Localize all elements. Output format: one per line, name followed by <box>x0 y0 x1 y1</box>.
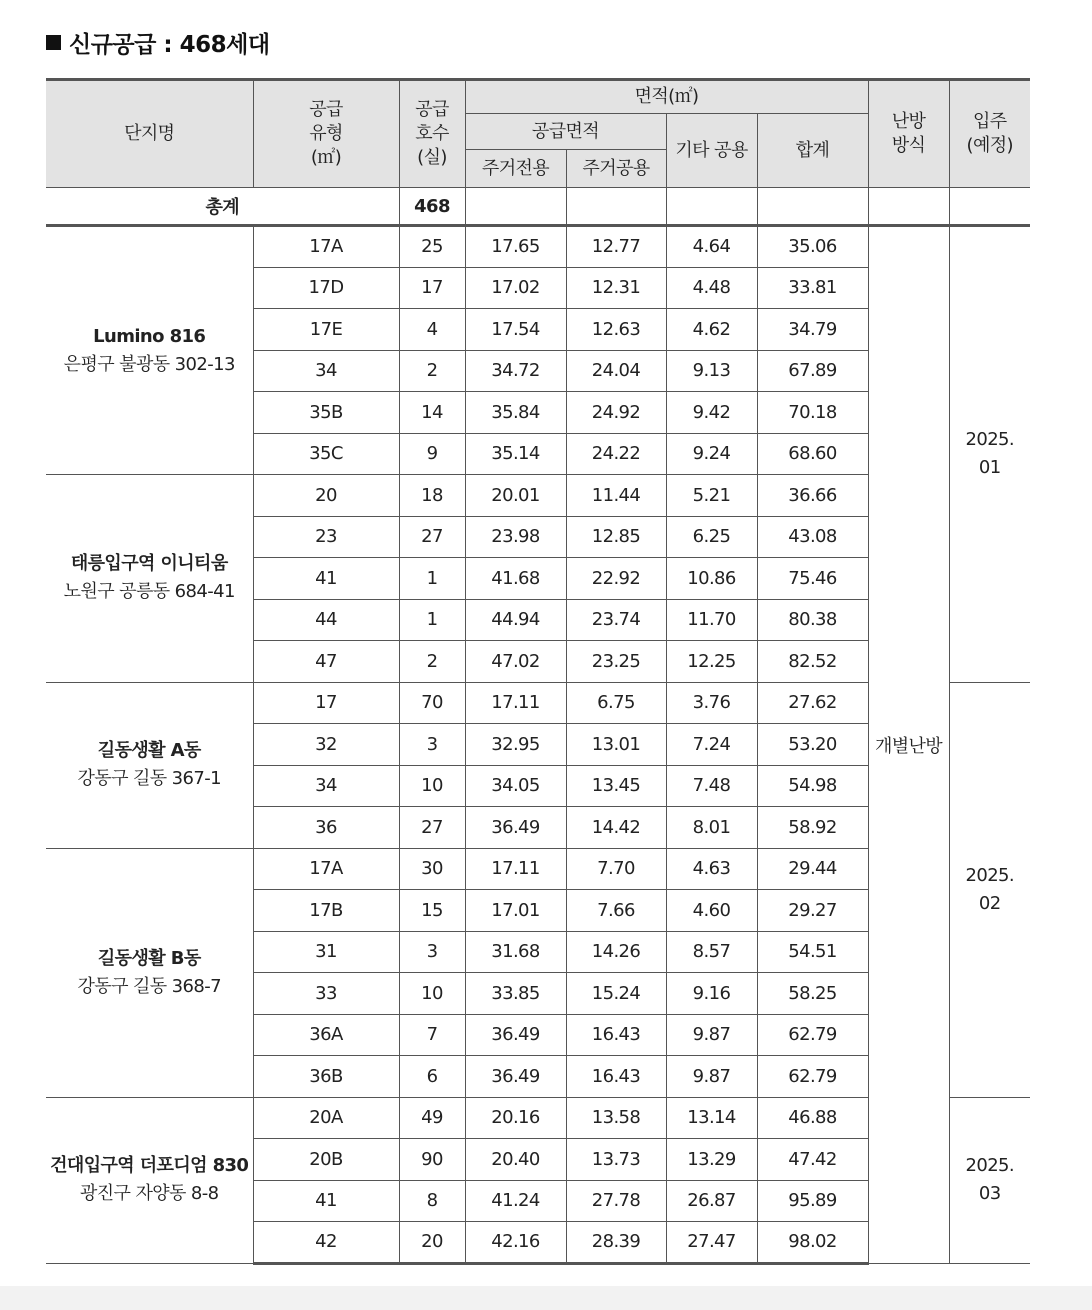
complex-cell <box>46 848 253 1097</box>
exclusive-area-cell: 47.02 <box>465 641 566 683</box>
common-area-cell: 7.66 <box>566 890 666 932</box>
units-cell: 6 <box>399 1056 465 1098</box>
units-cell: 17 <box>399 267 465 309</box>
supply-type-cell: 17D <box>253 267 399 309</box>
units-cell: 49 <box>399 1097 465 1139</box>
units-cell: 10 <box>399 973 465 1015</box>
exclusive-area-cell: 36.49 <box>465 807 566 849</box>
common-area-cell: 24.92 <box>566 392 666 434</box>
units-cell: 1 <box>399 558 465 600</box>
units-cell: 1 <box>399 599 465 641</box>
other-common-cell: 4.63 <box>666 848 757 890</box>
complex-name: 태릉입구역 이니티움 <box>70 553 228 575</box>
units-cell: 14 <box>399 392 465 434</box>
supply-table <box>46 78 1030 1265</box>
exclusive-area-cell: 35.14 <box>465 433 566 475</box>
move-in-month: 01 <box>978 457 1001 479</box>
square-bullet-icon <box>46 35 61 50</box>
move-in-cell <box>949 226 1030 683</box>
exclusive-area-cell: 34.72 <box>465 350 566 392</box>
common-area-cell: 13.01 <box>566 724 666 766</box>
header-complex: 단지명 <box>46 80 253 188</box>
move-in-month: 03 <box>978 1183 1001 1204</box>
units-cell: 18 <box>399 475 465 517</box>
other-common-cell: 6.25 <box>666 516 757 558</box>
exclusive-area-cell: 44.94 <box>465 599 566 641</box>
common-area-cell: 13.73 <box>566 1139 666 1181</box>
sum-cell: 58.92 <box>757 807 868 849</box>
sum-cell: 54.51 <box>757 931 868 973</box>
units-cell: 2 <box>399 350 465 392</box>
other-common-cell: 4.62 <box>666 309 757 351</box>
move-in-year: 2025. <box>965 1155 1015 1176</box>
exclusive-area-cell: 31.68 <box>465 931 566 973</box>
common-area-cell: 7.70 <box>566 848 666 890</box>
sum-cell: 62.79 <box>757 1056 868 1098</box>
sum-cell: 62.79 <box>757 1014 868 1056</box>
other-common-cell: 8.01 <box>666 807 757 849</box>
bottom-band <box>0 1286 1092 1310</box>
units-cell: 2 <box>399 641 465 683</box>
units-cell: 20 <box>399 1222 465 1264</box>
sum-cell: 58.25 <box>757 973 868 1015</box>
exclusive-area-cell: 42.16 <box>465 1222 566 1264</box>
sum-cell: 29.27 <box>757 890 868 932</box>
other-common-cell: 7.24 <box>666 724 757 766</box>
units-cell: 9 <box>399 433 465 475</box>
supply-type-cell: 42 <box>253 1222 399 1264</box>
sum-cell: 36.66 <box>757 475 868 517</box>
sum-cell: 27.62 <box>757 682 868 724</box>
other-common-cell: 9.87 <box>666 1014 757 1056</box>
supply-type-cell: 36 <box>253 807 399 849</box>
units-cell: 3 <box>399 724 465 766</box>
units-cell: 90 <box>399 1139 465 1181</box>
move-in-year: 2025. <box>965 864 1015 886</box>
other-common-cell: 7.48 <box>666 765 757 807</box>
complex-name: 건대입구역 더포디엄 830 <box>50 1155 249 1176</box>
complex-address: 은평구 불광동 302-13 <box>63 353 235 375</box>
exclusive-area-cell: 23.98 <box>465 516 566 558</box>
exclusive-area-cell: 20.16 <box>465 1097 566 1139</box>
common-area-cell: 16.43 <box>566 1014 666 1056</box>
section-title: 신규공급 : 468세대 <box>69 32 270 58</box>
other-common-cell: 27.47 <box>666 1222 757 1264</box>
supply-type-cell: 20A <box>253 1097 399 1139</box>
supply-type-cell: 17E <box>253 309 399 351</box>
header-other-common: 기타 공용 <box>666 114 757 188</box>
common-area-cell: 14.42 <box>566 807 666 849</box>
supply-type-cell: 31 <box>253 931 399 973</box>
units-cell: 7 <box>399 1014 465 1056</box>
exclusive-area-cell: 36.49 <box>465 1014 566 1056</box>
sum-cell: 95.89 <box>757 1180 868 1222</box>
units-cell: 15 <box>399 890 465 932</box>
exclusive-area-cell: 17.01 <box>465 890 566 932</box>
complex-cell <box>46 226 253 475</box>
complex-address: 강동구 길동 367-1 <box>77 768 221 789</box>
table-header <box>46 80 1030 188</box>
common-area-cell: 13.58 <box>566 1097 666 1139</box>
units-cell: 27 <box>399 807 465 849</box>
exclusive-area-cell: 32.95 <box>465 724 566 766</box>
sum-cell: 29.44 <box>757 848 868 890</box>
supply-type-cell: 17A <box>253 848 399 890</box>
move-in-year: 2025. <box>965 429 1015 451</box>
heating-cell: 개별난방 <box>868 226 949 1264</box>
common-area-cell: 24.22 <box>566 433 666 475</box>
complex-address: 강동구 길동 368-7 <box>77 975 221 997</box>
sum-cell: 75.46 <box>757 558 868 600</box>
units-cell: 25 <box>399 226 465 268</box>
table-body <box>46 188 1030 1264</box>
other-common-cell: 11.70 <box>666 599 757 641</box>
other-common-cell: 4.48 <box>666 267 757 309</box>
header-area: 면적(㎡) <box>465 80 868 114</box>
sum-cell: 80.38 <box>757 599 868 641</box>
sum-cell: 54.98 <box>757 765 868 807</box>
other-common-cell: 9.87 <box>666 1056 757 1098</box>
common-area-cell: 12.63 <box>566 309 666 351</box>
supply-type-cell: 36B <box>253 1056 399 1098</box>
common-area-cell: 14.26 <box>566 931 666 973</box>
supply-type-cell: 23 <box>253 516 399 558</box>
units-cell: 8 <box>399 1180 465 1222</box>
header-units: 공급 호수 (실) <box>399 80 465 188</box>
sum-cell: 70.18 <box>757 392 868 434</box>
total-row <box>46 188 1030 226</box>
supply-type-cell: 34 <box>253 350 399 392</box>
units-cell: 4 <box>399 309 465 351</box>
complex-cell <box>46 475 253 683</box>
other-common-cell: 12.25 <box>666 641 757 683</box>
common-area-cell: 27.78 <box>566 1180 666 1222</box>
other-common-cell: 9.42 <box>666 392 757 434</box>
supply-type-cell: 44 <box>253 599 399 641</box>
exclusive-area-cell: 17.54 <box>465 309 566 351</box>
sum-cell: 47.42 <box>757 1139 868 1181</box>
other-common-cell: 13.29 <box>666 1139 757 1181</box>
common-area-cell: 12.85 <box>566 516 666 558</box>
total-units: 468 <box>399 188 465 226</box>
header-supply-type: 공급 유형 (㎡) <box>253 80 399 188</box>
other-common-cell: 4.60 <box>666 890 757 932</box>
supply-type-cell: 34 <box>253 765 399 807</box>
header-common: 주거공용 <box>566 150 666 188</box>
other-common-cell: 3.76 <box>666 682 757 724</box>
common-area-cell: 23.25 <box>566 641 666 683</box>
common-area-cell: 28.39 <box>566 1222 666 1264</box>
complex-cell <box>46 1097 253 1263</box>
units-cell: 30 <box>399 848 465 890</box>
complex-name: 길동생활 A동 <box>97 740 201 761</box>
exclusive-area-cell: 20.40 <box>465 1139 566 1181</box>
exclusive-area-cell: 41.68 <box>465 558 566 600</box>
exclusive-area-cell: 36.49 <box>465 1056 566 1098</box>
header-heating: 난방 방식 <box>868 80 949 188</box>
supply-type-cell: 41 <box>253 1180 399 1222</box>
header-sum: 합계 <box>757 114 868 188</box>
exclusive-area-cell: 17.02 <box>465 267 566 309</box>
other-common-cell: 8.57 <box>666 931 757 973</box>
exclusive-area-cell: 33.85 <box>465 973 566 1015</box>
sum-cell: 82.52 <box>757 641 868 683</box>
exclusive-area-cell: 41.24 <box>465 1180 566 1222</box>
complex-address: 노원구 공릉동 684-41 <box>63 581 235 603</box>
supply-type-cell: 35B <box>253 392 399 434</box>
complex-address: 광진구 자양동 8-8 <box>79 1183 219 1204</box>
move-in-cell <box>949 1097 1030 1263</box>
common-area-cell: 6.75 <box>566 682 666 724</box>
common-area-cell: 16.43 <box>566 1056 666 1098</box>
supply-type-cell: 20B <box>253 1139 399 1181</box>
sum-cell: 46.88 <box>757 1097 868 1139</box>
complex-cell <box>46 682 253 848</box>
section-heading <box>46 26 270 59</box>
units-cell: 70 <box>399 682 465 724</box>
exclusive-area-cell: 35.84 <box>465 392 566 434</box>
sum-cell: 67.89 <box>757 350 868 392</box>
sum-cell: 98.02 <box>757 1222 868 1264</box>
common-area-cell: 23.74 <box>566 599 666 641</box>
common-area-cell: 13.45 <box>566 765 666 807</box>
other-common-cell: 13.14 <box>666 1097 757 1139</box>
units-cell: 3 <box>399 931 465 973</box>
table-row <box>46 226 1030 268</box>
header-supply-area: 공급면적 <box>465 114 666 150</box>
supply-type-cell: 41 <box>253 558 399 600</box>
other-common-cell: 5.21 <box>666 475 757 517</box>
exclusive-area-cell: 34.05 <box>465 765 566 807</box>
complex-name: Lumino 816 <box>93 325 206 347</box>
other-common-cell: 26.87 <box>666 1180 757 1222</box>
supply-type-cell: 33 <box>253 973 399 1015</box>
supply-type-cell: 17B <box>253 890 399 932</box>
exclusive-area-cell: 17.11 <box>465 848 566 890</box>
complex-name: 길동생활 B동 <box>97 947 201 969</box>
sum-cell: 34.79 <box>757 309 868 351</box>
supply-type-cell: 32 <box>253 724 399 766</box>
exclusive-area-cell: 20.01 <box>465 475 566 517</box>
common-area-cell: 12.31 <box>566 267 666 309</box>
units-cell: 10 <box>399 765 465 807</box>
other-common-cell: 9.16 <box>666 973 757 1015</box>
other-common-cell: 9.24 <box>666 433 757 475</box>
common-area-cell: 15.24 <box>566 973 666 1015</box>
common-area-cell: 24.04 <box>566 350 666 392</box>
sum-cell: 68.60 <box>757 433 868 475</box>
supply-type-cell: 47 <box>253 641 399 683</box>
other-common-cell: 10.86 <box>666 558 757 600</box>
total-label: 총계 <box>46 188 399 226</box>
supply-type-cell: 35C <box>253 433 399 475</box>
other-common-cell: 4.64 <box>666 226 757 268</box>
supply-type-cell: 20 <box>253 475 399 517</box>
sum-cell: 33.81 <box>757 267 868 309</box>
move-in-cell <box>949 682 1030 1097</box>
common-area-cell: 22.92 <box>566 558 666 600</box>
supply-type-cell: 17 <box>253 682 399 724</box>
common-area-cell: 12.77 <box>566 226 666 268</box>
sum-cell: 53.20 <box>757 724 868 766</box>
sum-cell: 43.08 <box>757 516 868 558</box>
header-move-in: 입주 (예정) <box>949 80 1030 188</box>
move-in-month: 02 <box>978 892 1001 914</box>
exclusive-area-cell: 17.65 <box>465 226 566 268</box>
sum-cell: 35.06 <box>757 226 868 268</box>
exclusive-area-cell: 17.11 <box>465 682 566 724</box>
supply-type-cell: 36A <box>253 1014 399 1056</box>
common-area-cell: 11.44 <box>566 475 666 517</box>
units-cell: 27 <box>399 516 465 558</box>
supply-type-cell: 17A <box>253 226 399 268</box>
other-common-cell: 9.13 <box>666 350 757 392</box>
header-exclusive: 주거전용 <box>465 150 566 188</box>
